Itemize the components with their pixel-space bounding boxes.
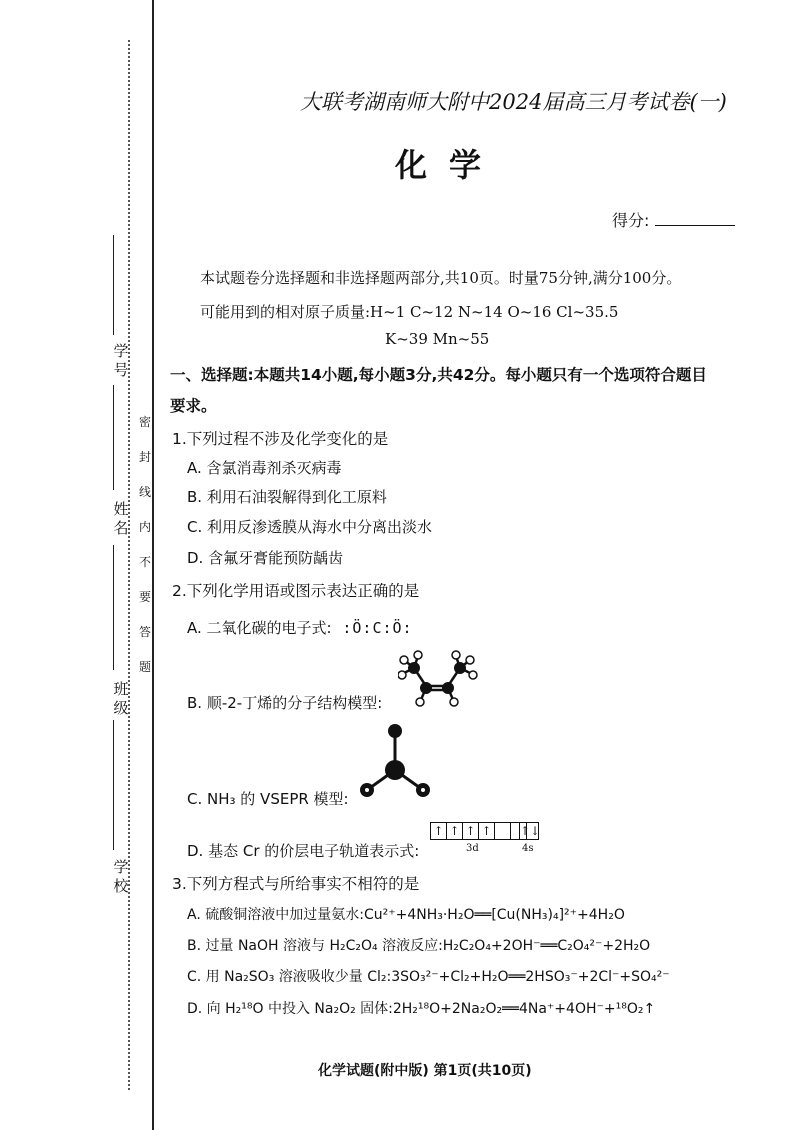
nh3-vsepr-model xyxy=(355,722,435,802)
class-field[interactable] xyxy=(113,545,129,670)
intro-line-1: 本试题卷分选择题和非选择题两部分,共10页。时量75分钟,满分100分。 xyxy=(200,269,682,287)
q1-option-b[interactable]: B. 利用石油裂解得到化工原料 xyxy=(187,488,387,506)
orbital-3d xyxy=(430,822,526,841)
orbital-4s-box: ↑↓ xyxy=(520,824,541,838)
q1-option-d[interactable]: D. 含氟牙膏能预防龋齿 xyxy=(187,549,344,567)
class-label: 班级 xyxy=(113,680,129,717)
co2-electron-formula: :Ö:C:Ö: xyxy=(342,619,413,637)
binding-line xyxy=(152,0,154,1130)
page-footer: 化学试题(附中版) 第1页(共10页) xyxy=(318,1063,532,1079)
seal-text: 密封线内不要答题 xyxy=(138,415,151,674)
cis-2-butene-model xyxy=(398,650,478,708)
school-label: 学校 xyxy=(113,858,129,895)
orbital-4s xyxy=(519,822,541,841)
orbital-3d-box xyxy=(494,822,511,840)
q1-stem: 1.下列过程不涉及化学变化的是 xyxy=(172,430,389,448)
q3-option-a[interactable]: A. 硫酸铜溶液中加过量氨水:Cu²⁺+4NH₃·H₂O══[Cu(NH₃)₄]²⁺+4H₂O xyxy=(187,907,625,923)
orbital-3d-box: ↑ xyxy=(478,822,495,840)
student-id-label: 学号 xyxy=(113,342,129,379)
q2-option-a[interactable] xyxy=(187,617,413,638)
intro-line-3: K~39 Mn~55 xyxy=(385,330,490,348)
score-field[interactable] xyxy=(612,208,735,231)
score-blank[interactable] xyxy=(655,211,735,226)
name-label: 姓名 xyxy=(113,500,129,537)
q2-stem: 2.下列化学用语或图示表达正确的是 xyxy=(172,582,420,600)
q2-option-b[interactable]: B. 顺-2-丁烯的分子结构模型: xyxy=(187,694,383,712)
section-1-title: 一、选择题:本题共14小题,每小题3分,共42分。每小题只有一个选项符合题目 xyxy=(170,366,707,384)
subject-title: 化学 xyxy=(395,146,504,184)
exam-title: 大联考湖南师大附中2024届高三月考试卷(一) xyxy=(300,90,727,114)
orbital-4s-label: 4s xyxy=(522,843,534,854)
student-id-field[interactable] xyxy=(113,235,129,335)
orbital-3d-box: ↑ xyxy=(446,822,463,840)
intro-line-2: 可能用到的相对原子质量:H~1 C~12 N~14 O~16 Cl~35.5 xyxy=(200,303,619,321)
q3-option-c[interactable]: C. 用 Na₂SO₃ 溶液吸收少量 Cl₂:3SO₃²⁻+Cl₂+H₂O══2HSO₃⁻+2Cl⁻+SO₄²⁻ xyxy=(187,969,670,985)
q3-option-d[interactable]: D. 向 H₂¹⁸O 中投入 Na₂O₂ 固体:2H₂¹⁸O+2Na₂O₂══4Na⁺+4OH⁻+¹⁸O₂↑ xyxy=(187,1001,656,1017)
school-field[interactable] xyxy=(113,720,129,850)
q2-option-c[interactable]: C. NH₃ 的 VSEPR 模型: xyxy=(187,790,349,808)
score-label: 得分: xyxy=(612,211,650,230)
q1-option-c[interactable]: C. 利用反渗透膜从海水中分离出淡水 xyxy=(187,518,433,536)
orbital-3d-label: 3d xyxy=(466,843,479,854)
section-1-title-cont: 要求。 xyxy=(170,397,217,415)
q3-stem: 3.下列方程式与所给事实不相符的是 xyxy=(172,875,420,893)
q2-option-d[interactable]: D. 基态 Cr 的价层电子轨道表示式: xyxy=(187,842,420,860)
name-field[interactable] xyxy=(113,385,129,490)
q1-option-a[interactable]: A. 含氯消毒剂杀灭病毒 xyxy=(187,459,342,477)
orbital-3d-box: ↑ xyxy=(430,822,447,840)
orbital-3d-box: ↑ xyxy=(462,822,479,840)
q2-option-a-text: A. 二氧化碳的电子式: xyxy=(187,619,332,637)
q3-option-b[interactable]: B. 过量 NaOH 溶液与 H₂C₂O₄ 溶液反应:H₂C₂O₄+2OH⁻══C₂O₄²⁻+2H₂O xyxy=(187,938,651,954)
